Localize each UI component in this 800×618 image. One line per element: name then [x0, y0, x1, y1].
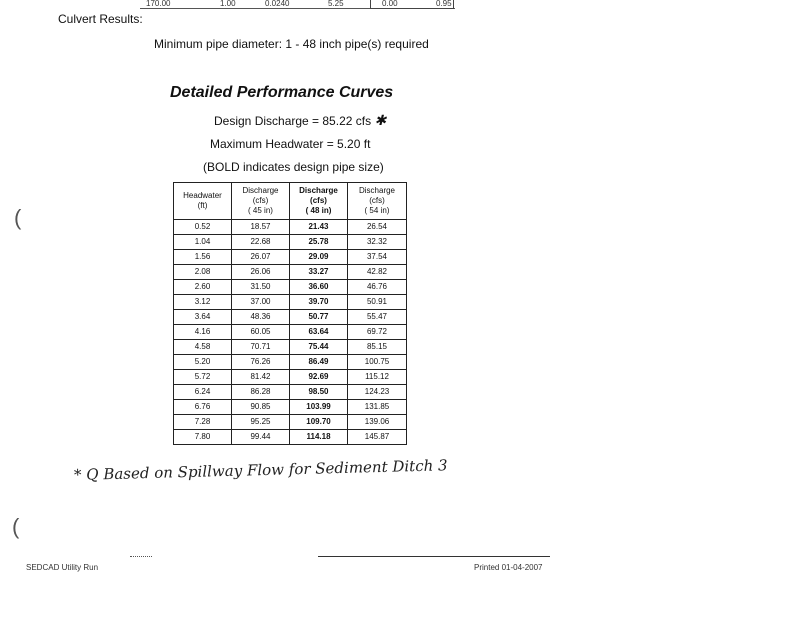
table-cell: 75.44 [290, 340, 348, 355]
header-line: (ft) [197, 201, 208, 210]
table-cell: 50.91 [348, 295, 407, 310]
table-cell: 2.60 [174, 280, 232, 295]
table-cell: 1.56 [174, 250, 232, 265]
top-value: 0.0240 [265, 0, 290, 8]
table-cell: 42.82 [348, 265, 407, 280]
asterisk-mark-icon: ✱ [374, 113, 387, 129]
table-cell: 31.50 [232, 280, 290, 295]
table-cell: 99.44 [232, 430, 290, 445]
table-cell: 33.27 [290, 265, 348, 280]
header-line: ( 48 in) [305, 206, 332, 215]
header-line: Headwater [183, 191, 222, 200]
table-row [174, 355, 407, 370]
culvert-results-label: Culvert Results: [58, 12, 143, 26]
table-cell: 32.32 [348, 235, 407, 250]
table-cell: 26.54 [348, 220, 407, 235]
table-row [174, 415, 407, 430]
top-value: 1.00 [220, 0, 236, 8]
table-row [174, 430, 407, 445]
table-cell: 5.20 [174, 355, 232, 370]
table-cell: 37.00 [232, 295, 290, 310]
table-cell: 63.64 [290, 325, 348, 340]
curves-title: Detailed Performance Curves [170, 84, 394, 101]
table-cell: 39.70 [290, 295, 348, 310]
table-cell: 50.77 [290, 310, 348, 325]
table-row [174, 280, 407, 295]
table-cell: 26.07 [232, 250, 290, 265]
table-body [174, 220, 407, 445]
header-line: (cfs) [369, 196, 385, 205]
table-cell: 37.54 [348, 250, 407, 265]
table-cell: 86.49 [290, 355, 348, 370]
table-cell: 139.06 [348, 415, 407, 430]
header-line: (cfs) [310, 196, 327, 205]
table-cell: 29.09 [290, 250, 348, 265]
table-cell: 124.23 [348, 385, 407, 400]
table-cell: 7.28 [174, 415, 232, 430]
header-line: ( 45 in) [248, 206, 273, 215]
table-cell: 76.26 [232, 355, 290, 370]
handwritten-note: * Q Based on Spillway Flow for Sediment Ditch 3 [73, 456, 448, 484]
header-line: ( 54 in) [364, 206, 390, 215]
table-cell: 55.47 [348, 310, 407, 325]
table-cell: 1.04 [174, 235, 232, 250]
table-cell: 4.58 [174, 340, 232, 355]
table-cell: 22.68 [232, 235, 290, 250]
table-cell: 100.75 [348, 355, 407, 370]
table-cell: 3.12 [174, 295, 232, 310]
table-cell: 109.70 [290, 415, 348, 430]
table-cell: 69.72 [348, 325, 407, 340]
table-row [174, 220, 407, 235]
min-pipe-text: Minimum pipe diameter: 1 - 48 inch pipe(s) required [154, 37, 429, 51]
table-cell: 85.15 [348, 340, 407, 355]
table-cell: 115.12 [348, 370, 407, 385]
table-cell: 46.76 [348, 280, 407, 295]
table-cell: 48.36 [232, 310, 290, 325]
design-discharge [214, 113, 386, 129]
table-cell: 131.85 [348, 400, 407, 415]
top-value: 5.25 [328, 0, 344, 8]
table-row [174, 385, 407, 400]
table-row [174, 265, 407, 280]
top-value: 0.00 [382, 0, 398, 8]
table-row [174, 325, 407, 340]
table-row [174, 235, 407, 250]
table-cell: 81.42 [232, 370, 290, 385]
table-cell: 145.87 [348, 430, 407, 445]
table-cell: 21.43 [290, 220, 348, 235]
table-cell: 4.16 [174, 325, 232, 340]
header-line: Discharge [299, 186, 338, 195]
footer-rule [318, 556, 550, 557]
header-line: Discharge [242, 186, 279, 195]
footer-left: SEDCAD Utility Run [26, 563, 99, 572]
table-cell: 86.28 [232, 385, 290, 400]
table-row [174, 295, 407, 310]
table-cell: 26.06 [232, 265, 290, 280]
top-row-box [370, 0, 454, 9]
header-headwater [174, 183, 232, 220]
top-data-row [140, 0, 460, 10]
table-cell: 2.08 [174, 265, 232, 280]
top-value: 0.95 [436, 0, 452, 8]
table-cell: 0.52 [174, 220, 232, 235]
max-headwater: Maximum Headwater = 5.20 ft [210, 137, 371, 151]
header-line: Discharge [358, 186, 395, 195]
paren-mark: ( [12, 514, 20, 539]
footer-rule [130, 556, 152, 557]
table-cell: 6.76 [174, 400, 232, 415]
header-discharge-54 [348, 183, 407, 220]
table-row [174, 340, 407, 355]
header-discharge-48 [290, 183, 348, 220]
footer-right: Printed 01-04-2007 [474, 563, 543, 572]
table-cell: 114.18 [290, 430, 348, 445]
table-cell: 6.24 [174, 385, 232, 400]
table-cell: 90.85 [232, 400, 290, 415]
table-cell: 60.05 [232, 325, 290, 340]
table-header-row [174, 183, 407, 220]
header-discharge-45 [232, 183, 290, 220]
table-cell: 3.64 [174, 310, 232, 325]
table-cell: 36.60 [290, 280, 348, 295]
table-row [174, 370, 407, 385]
table-row [174, 400, 407, 415]
design-discharge-text: Design Discharge = 85.22 cfs [214, 114, 372, 128]
top-value: 170.00 [146, 0, 171, 8]
table-row [174, 310, 407, 325]
bold-note: (BOLD indicates design pipe size) [203, 160, 384, 174]
table-cell: 70.71 [232, 340, 290, 355]
header-line: (cfs) [252, 196, 269, 205]
table-cell: 98.50 [290, 385, 348, 400]
table-cell: 95.25 [232, 415, 290, 430]
table-row [174, 250, 407, 265]
table-cell: 18.57 [232, 220, 290, 235]
table-cell: 7.80 [174, 430, 232, 445]
table-cell: 5.72 [174, 370, 232, 385]
table-cell: 103.99 [290, 400, 348, 415]
performance-table [173, 182, 407, 445]
table-cell: 92.69 [290, 370, 348, 385]
table-cell: 25.78 [290, 235, 348, 250]
paren-mark: ( [14, 205, 22, 230]
